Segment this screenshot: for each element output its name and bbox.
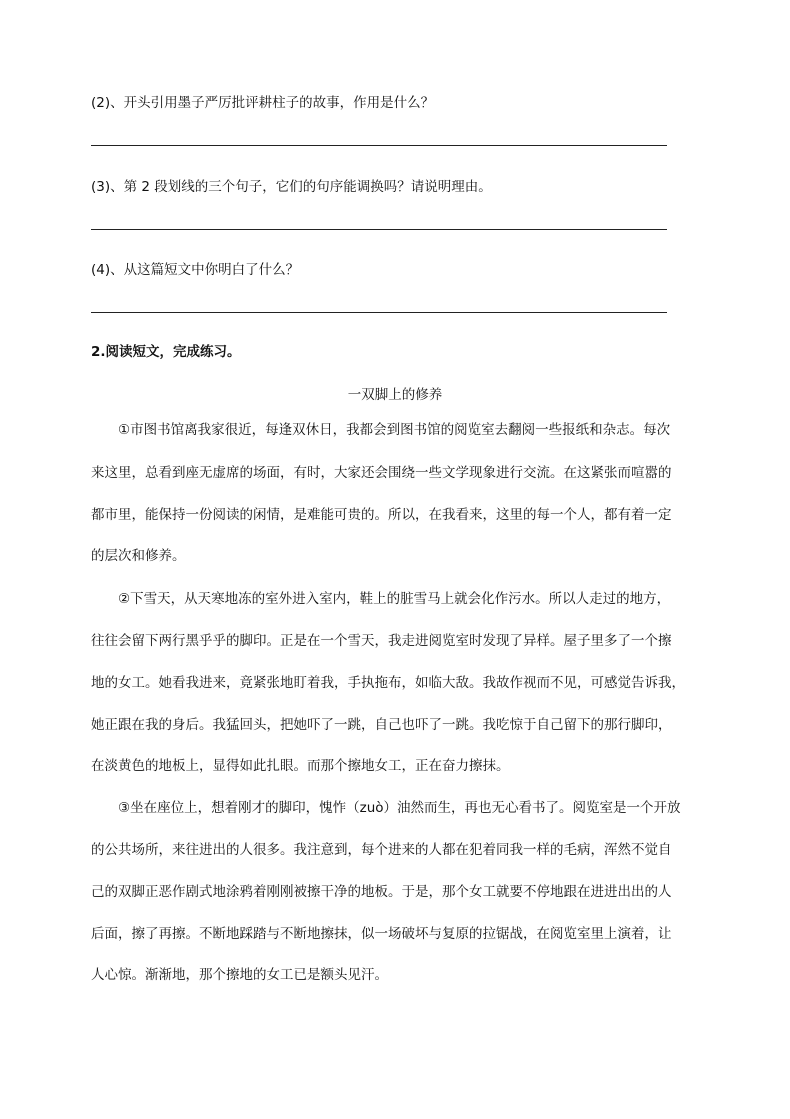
paragraph-line: 地的女工。她看我进来，竟紧张地盯着我，手执拖布，如临大敌。我故作视而不见，可感觉告诉我， (91, 675, 685, 691)
paragraph-line: 后面，擦了再擦。不断地踩踏与不断地擦抹，似一场破坏与复原的拉锯战，在阅览室里上演着，让 (91, 926, 672, 942)
paragraph-line: 人心惊。渐渐地，那个擦地的女工已是额头见汗。 (91, 967, 388, 983)
paragraph-line: 往往会留下两行黑乎乎的脚印。正是在一个雪天，我走进阅览室时发现了异样。屋子里多了一个擦 (91, 633, 672, 649)
paragraph-line: 的公共场所，来往进出的人很多。我注意到，每个进来的人都在犯着同我一样的毛病，浑然不觉自 (91, 842, 672, 858)
paragraph-line: 都市里，能保持一份阅读的闲情，是难能可贵的。所以，在我看来，这里的每一个人，都有着一定 (91, 507, 672, 523)
paragraph-line: 己的双脚正恶作剧式地涂鸦着刚刚被擦干净的地板。于是，那个女工就要不停地跟在进进出出的人 (91, 884, 672, 900)
answer-line-3 (91, 229, 667, 230)
paragraph-line: 她正跟在我的身后。我猛回头，把她吓了一跳，自己也吓了一跳。我吃惊于自己留下的那行脚印， (91, 717, 672, 733)
answer-line-2 (91, 145, 667, 146)
answer-line-4 (91, 312, 667, 313)
paragraph-line: ②下雪天，从天寒地冻的室外进入室内，鞋上的脏雪马上就会化作污水。所以人走过的地方， (118, 591, 671, 607)
question-2: (2)、开头引用墨子严厉批评耕柱子的故事，作用是什么？ (91, 95, 435, 111)
paragraph-line: 来这里，总看到座无虚席的场面，有时，大家还会围绕一些文学现象进行交流。在这紧张而喧嚣的 (91, 465, 672, 481)
article-title: 一双脚上的修养 (347, 387, 443, 403)
question-4: (4)、从这篇短文中你明白了什么？ (91, 262, 300, 278)
paragraph-line: ①市图书馆离我家很近，每逢双休日，我都会到图书馆的阅览室去翻阅一些报纸和杂志。每次 (118, 422, 671, 438)
paragraph-line: ③坐在座位上，想着刚才的脚印，愧怍（zuò）油然而生，再也无心看书了。阅览室是一个开放 (118, 800, 681, 816)
section-heading: 2.阅读短文，完成练习。 (91, 344, 241, 360)
paragraph-line: 的层次和修养。 (91, 548, 186, 564)
question-3: (3)、第 2 段划线的三个句子，它们的句序能调换吗？请说明理由。 (91, 179, 492, 195)
paragraph-line: 在淡黄色的地板上，显得如此扎眼。而那个擦地女工，正在奋力擦抹。 (91, 758, 510, 774)
